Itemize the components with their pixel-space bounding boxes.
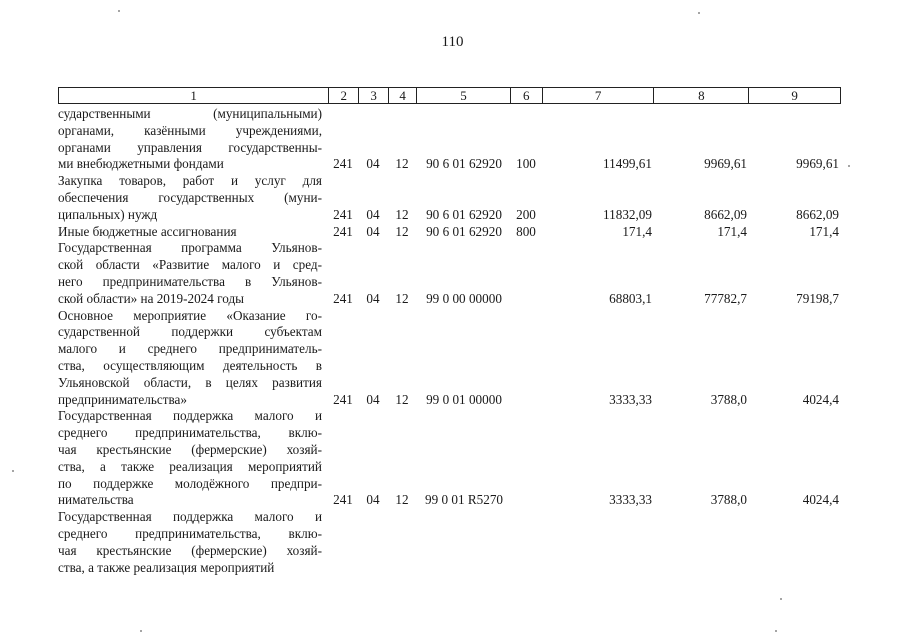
cell-c2: 241 [333, 492, 353, 508]
description-line: среднего предпринимательства, вклю- [58, 425, 322, 441]
header-col-3: 3 [358, 88, 388, 103]
description-line: ства, осуществляющим деятельность в [58, 357, 322, 373]
cell-c5: 99 0 00 00000 [426, 290, 502, 306]
description-line: Основное мероприятие «Оказание го- [58, 307, 322, 323]
description-line: обеспечения государственных (муни- [58, 189, 322, 205]
row-description [58, 308, 328, 409]
cell-c8: 9969,61 [704, 156, 747, 172]
table-row [58, 509, 841, 576]
cell-c2: 241 [333, 206, 353, 222]
description-line: него предпринимательства в Ульянов- [58, 273, 322, 289]
row-description [58, 106, 328, 173]
description-line: среднего предпринимательства, вклю- [58, 525, 322, 541]
header-col-2: 2 [328, 88, 358, 103]
row-description [58, 509, 328, 576]
description-line: Ульяновской области, в целях развития [58, 374, 322, 390]
description-line: ми внебюджетными фондами [58, 156, 224, 172]
description-line: чая крестьянские (фермерские) хозяй- [58, 542, 322, 558]
table-header [58, 87, 841, 104]
cell-c3: 04 [366, 290, 380, 306]
cell-c3: 04 [366, 391, 380, 407]
cell-c4: 12 [395, 156, 409, 172]
description-line: нимательства [58, 492, 134, 508]
scan-speck [12, 470, 14, 472]
row-description [58, 240, 328, 307]
cell-c7: 171,4 [622, 223, 652, 239]
cell-c3: 04 [366, 206, 380, 222]
cell-c2: 241 [333, 223, 353, 239]
cell-c3: 04 [366, 223, 380, 239]
scan-speck [775, 630, 777, 632]
description-line: органами, казёнными учреждениями, [58, 122, 322, 138]
cell-c7: 11832,09 [603, 206, 652, 222]
header-col-6: 6 [510, 88, 542, 103]
scan-speck [118, 10, 120, 12]
cell-c2: 241 [333, 290, 353, 306]
header-col-8: 8 [653, 88, 748, 103]
cell-c6: 100 [516, 156, 536, 172]
description-line: Закупка товаров, работ и услуг для [58, 173, 322, 189]
table-row [58, 240, 841, 307]
description-line: ства, а также реализация мероприятий [58, 458, 322, 474]
cell-c3: 04 [366, 492, 380, 508]
cell-c6: 800 [516, 223, 536, 239]
cell-c5: 90 6 01 62920 [426, 206, 502, 222]
cell-c4: 12 [395, 492, 409, 508]
cell-c8: 8662,09 [704, 206, 747, 222]
row-description [58, 224, 328, 241]
cell-c7: 3333,33 [609, 492, 652, 508]
description-line: Государственная поддержка малого и [58, 408, 322, 424]
cell-c4: 12 [395, 391, 409, 407]
cell-c5: 90 6 01 62920 [426, 223, 502, 239]
description-line: Государственная поддержка малого и [58, 509, 322, 525]
cell-c2: 241 [333, 156, 353, 172]
cell-c9: 79198,7 [796, 290, 839, 306]
cell-c9: 4024,4 [802, 492, 839, 508]
cell-c8: 171,4 [717, 223, 747, 239]
header-col-9: 9 [748, 88, 840, 103]
cell-c5: 99 0 01 00000 [426, 391, 502, 407]
cell-c9: 4024,4 [802, 391, 839, 407]
table-body [58, 106, 841, 576]
header-col-7: 7 [542, 88, 654, 103]
cell-c4: 12 [395, 206, 409, 222]
description-line: ской области» на 2019-2024 годы [58, 290, 245, 306]
cell-c7: 3333,33 [609, 391, 652, 407]
cell-c5: 99 0 01 R5270 [424, 492, 504, 508]
scan-speck [140, 630, 142, 632]
description-line: органами управления государственны- [58, 139, 322, 155]
description-line: Государственная программа Ульянов- [58, 240, 322, 256]
scan-speck [780, 598, 782, 600]
table-row [58, 106, 841, 173]
cell-c9: 171,4 [809, 223, 839, 239]
description-line: ства, а также реализация мероприятий [58, 559, 275, 575]
description-line: сударственной поддержки субъектам [58, 324, 322, 340]
cell-c8: 77782,7 [704, 290, 747, 306]
description-line: Иные бюджетные ассигнования [58, 223, 237, 239]
description-line: малого и среднего предприниматель- [58, 341, 322, 357]
cell-c4: 12 [395, 223, 409, 239]
cell-c3: 04 [366, 156, 380, 172]
cell-c8: 3788,0 [710, 391, 747, 407]
row-description [58, 173, 328, 223]
cell-c6: 200 [516, 206, 536, 222]
cell-c9: 8662,09 [796, 206, 839, 222]
cell-c8: 3788,0 [710, 492, 747, 508]
cell-c5: 90 6 01 62920 [426, 156, 502, 172]
scan-speck [848, 165, 850, 167]
table-row [58, 224, 841, 241]
description-line: чая крестьянские (фермерские) хозяй- [58, 441, 322, 457]
description-line: предпринимательства» [58, 391, 187, 407]
page-number: 110 [441, 34, 464, 50]
description-line: ципальных) нужд [58, 206, 158, 222]
cell-c9: 9969,61 [796, 156, 839, 172]
header-col-5: 5 [416, 88, 510, 103]
table-row [58, 173, 841, 223]
cell-c4: 12 [395, 290, 409, 306]
description-line: по поддержке молодёжного предпри- [58, 475, 322, 491]
row-description [58, 408, 328, 509]
table-row [58, 408, 841, 509]
cell-c7: 68803,1 [609, 290, 652, 306]
cell-c7: 11499,61 [603, 156, 652, 172]
cell-c2: 241 [333, 391, 353, 407]
header-col-1: 1 [190, 88, 197, 103]
description-line: сударственными (муниципальными) [58, 106, 322, 121]
description-line: ской области «Развитие малого и сред- [58, 257, 322, 273]
scan-speck [698, 12, 700, 14]
table-row [58, 308, 841, 409]
header-col-4: 4 [388, 88, 416, 103]
